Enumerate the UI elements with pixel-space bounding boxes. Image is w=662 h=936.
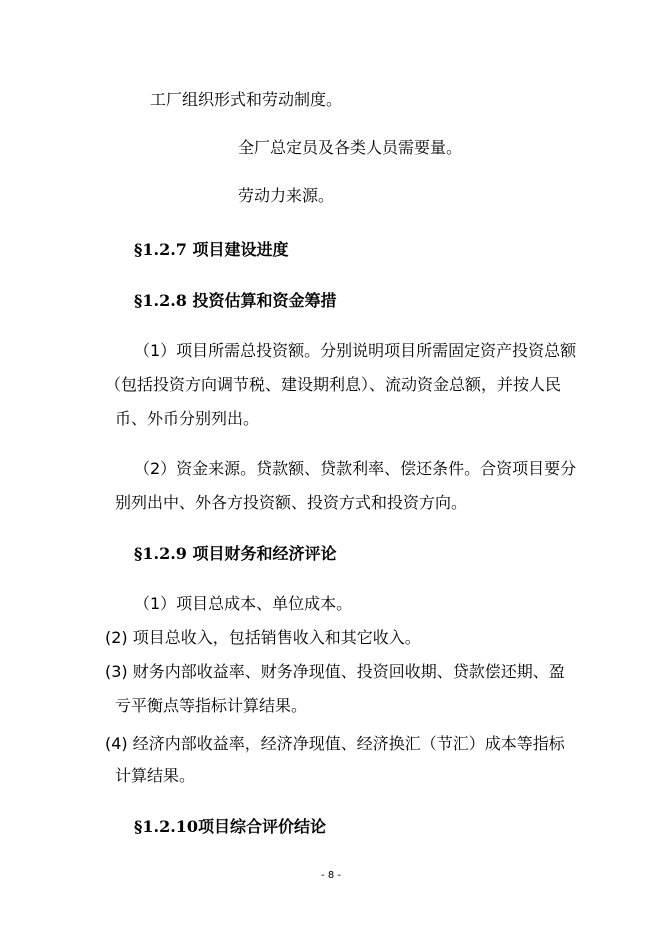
paragraph-line: 计算结果。 — [115, 766, 196, 785]
paragraph-line: 亏平衡点等指标计算结果。 — [115, 696, 308, 715]
paragraph-line: （1）项目总成本、单位成本。 — [134, 594, 353, 613]
paragraph-line: （2）资金来源。贷款额、贷款利率、偿还条件。合资项目要分 — [134, 459, 577, 478]
paragraph-line: (3) 财务内部收益率、财务净现值、投资回收期、贷款偿还期、盈 — [105, 662, 565, 681]
section-heading: §1.2.9 项目财务和经济评论 — [134, 544, 337, 563]
text-line: 全厂总定员及各类人员需要量。 — [238, 138, 463, 157]
paragraph-line: 别列出中、外各方投资额、投资方式和投资方向。 — [115, 493, 468, 512]
section-heading: §1.2.8 投资估算和资金筹措 — [134, 291, 337, 310]
section-heading: §1.2.10项目综合评价结论 — [134, 817, 327, 836]
text-line: 劳动力来源。 — [238, 186, 335, 205]
page-number: - 8 - — [321, 870, 341, 881]
section-heading: §1.2.7 项目建设进度 — [134, 240, 289, 259]
text-line: 工厂组织形式和劳动制度。 — [150, 90, 343, 109]
paragraph-line: （包括投资方向调节税、建设期利息）、流动资金总额，并按人民 — [105, 375, 562, 394]
paragraph-line: (2) 项目总收入，包括销售收入和其它收入。 — [105, 628, 421, 647]
paragraph-line: (4) 经济内部收益率，经济净现值、经济换汇（节汇）成本等指标 — [105, 734, 565, 753]
paragraph-line: 币、外币分别列出。 — [115, 409, 260, 428]
paragraph-line: （1）项目所需总投资额。分别说明项目所需固定资产投资总额 — [134, 341, 577, 360]
